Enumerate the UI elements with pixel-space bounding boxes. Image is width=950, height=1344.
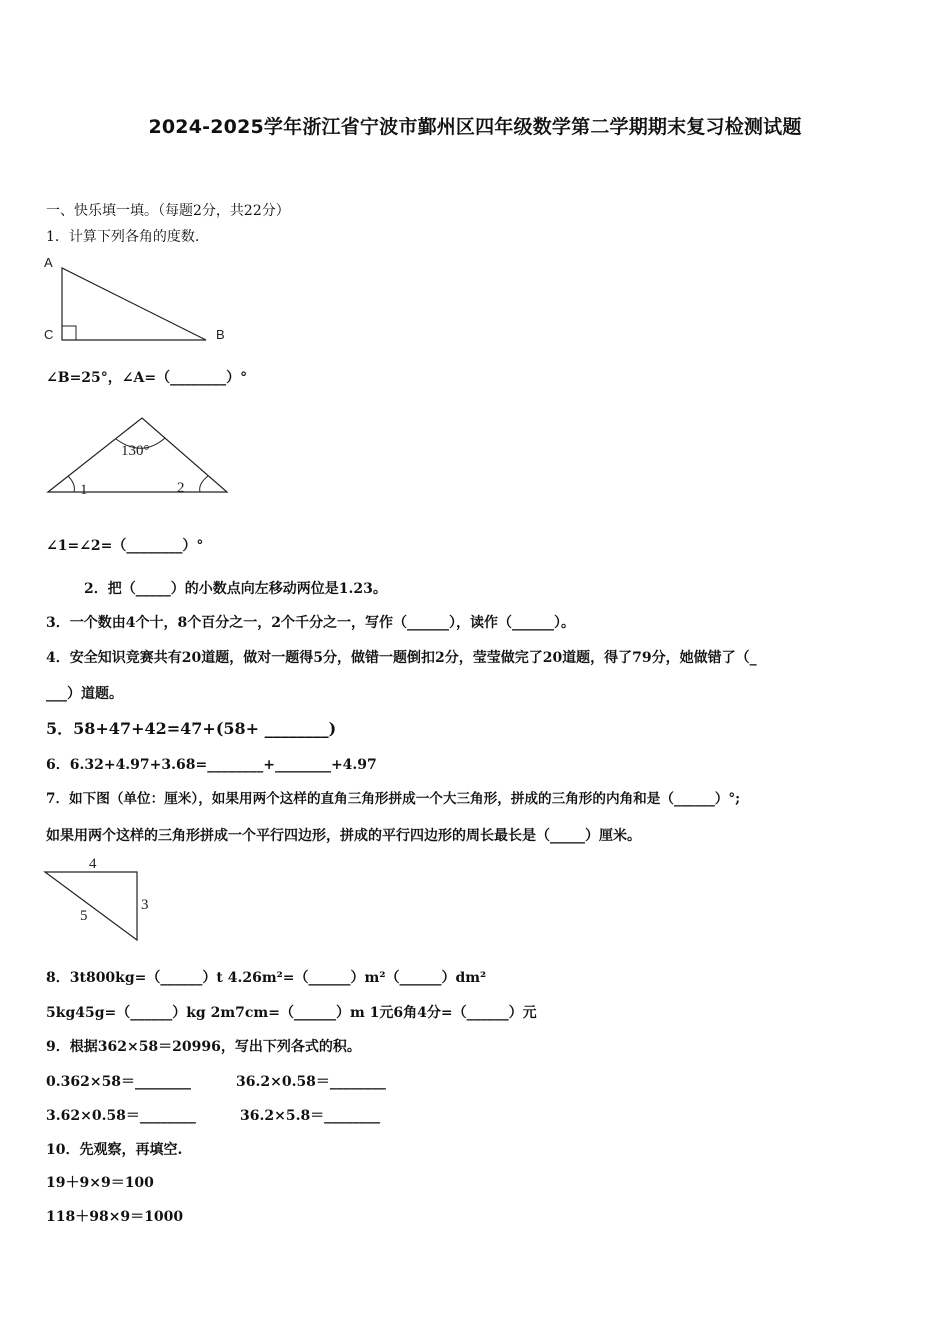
triangle-345-figure: [40, 852, 170, 947]
section-heading: 一、快乐填一填。（每题2分，共22分）: [46, 203, 290, 219]
question-9-a: 0.362×58＝________: [46, 1074, 192, 1090]
question-10-line-2: 118＋98×9＝1000: [46, 1209, 184, 1225]
question-2: 2．把（_____）的小数点向左移动两位是1.23。: [84, 581, 387, 597]
question-1-text: 1．计算下列各角的度数.: [46, 229, 200, 245]
question-5: 5．58+47+42=47+(58+ ________): [46, 719, 337, 738]
triangle-345: [45, 872, 137, 940]
question-10-text: 10．先观察，再填空.: [46, 1142, 183, 1158]
question-8-line-1: 8．3t800kg=（______）t 4.26m²=（______）m²（______）dm²: [46, 970, 487, 986]
question-3: 3．一个数由4个十，8个百分之一，2个千分之一，写作（______），读作（______）。: [46, 615, 575, 631]
question-7-line-2: 如果用两个这样的三角形拼成一个平行四边形，拼成的平行四边形的周长最长是（_____）厘米。: [46, 828, 641, 844]
question-4-line-1: 4．安全知识竞赛共有20道题，做对一题得5分，做错一题倒扣2分，莹莹做完了20道题，得了79分，她做错了（_: [46, 650, 757, 666]
side-hypotenuse-label: 5: [80, 908, 88, 924]
question-1-answer-2: ∠1=∠2=（________）°: [46, 538, 204, 554]
question-8-line-2: 5kg45g=（______）kg 2m7cm=（______）m 1元6角4分=（______）元: [46, 1005, 537, 1021]
side-top-label: 4: [89, 856, 97, 872]
triangle-abc: [62, 268, 206, 340]
angle-2-label: 2: [177, 480, 185, 496]
vertex-label-a: A: [44, 255, 53, 270]
right-triangle-figure: [40, 252, 240, 347]
angle-2-arc: [200, 476, 208, 492]
question-10-line-1: 19＋9×9＝100: [46, 1175, 154, 1191]
angle-1-arc: [68, 476, 74, 492]
vertex-label-c: C: [44, 327, 54, 342]
right-angle-mark: [62, 326, 76, 340]
question-7-line-1: 7．如下图（单位：厘米），如果用两个这样的直角三角形拼成一个大三角形，拼成的三角形的内角和是（______）°;: [46, 791, 741, 807]
question-9-b: 36.2×0.58＝________: [236, 1074, 386, 1090]
side-right-label: 3: [141, 897, 149, 913]
question-9-text: 9．根据362×58＝20996，写出下列各式的积。: [46, 1039, 361, 1055]
page-title: 2024-2025学年浙江省宁波市鄞州区四年级数学第二学期期末复习检测试题: [148, 116, 802, 138]
question-9-d: 36.2×5.8＝________: [240, 1108, 381, 1124]
vertex-label-b: B: [216, 327, 225, 342]
question-9-c: 3.62×0.58＝________: [46, 1108, 196, 1124]
question-4-line-2: ___）道题。: [46, 686, 123, 702]
angle-130-label: 130°: [121, 443, 150, 459]
question-1-answer-1: ∠B=25°，∠A=（________）°: [46, 370, 248, 386]
obtuse-triangle-figure: [44, 414, 234, 498]
angle-1-label: 1: [80, 482, 88, 498]
question-6: 6．6.32+4.97+3.68=________+________+4.97: [46, 757, 377, 773]
